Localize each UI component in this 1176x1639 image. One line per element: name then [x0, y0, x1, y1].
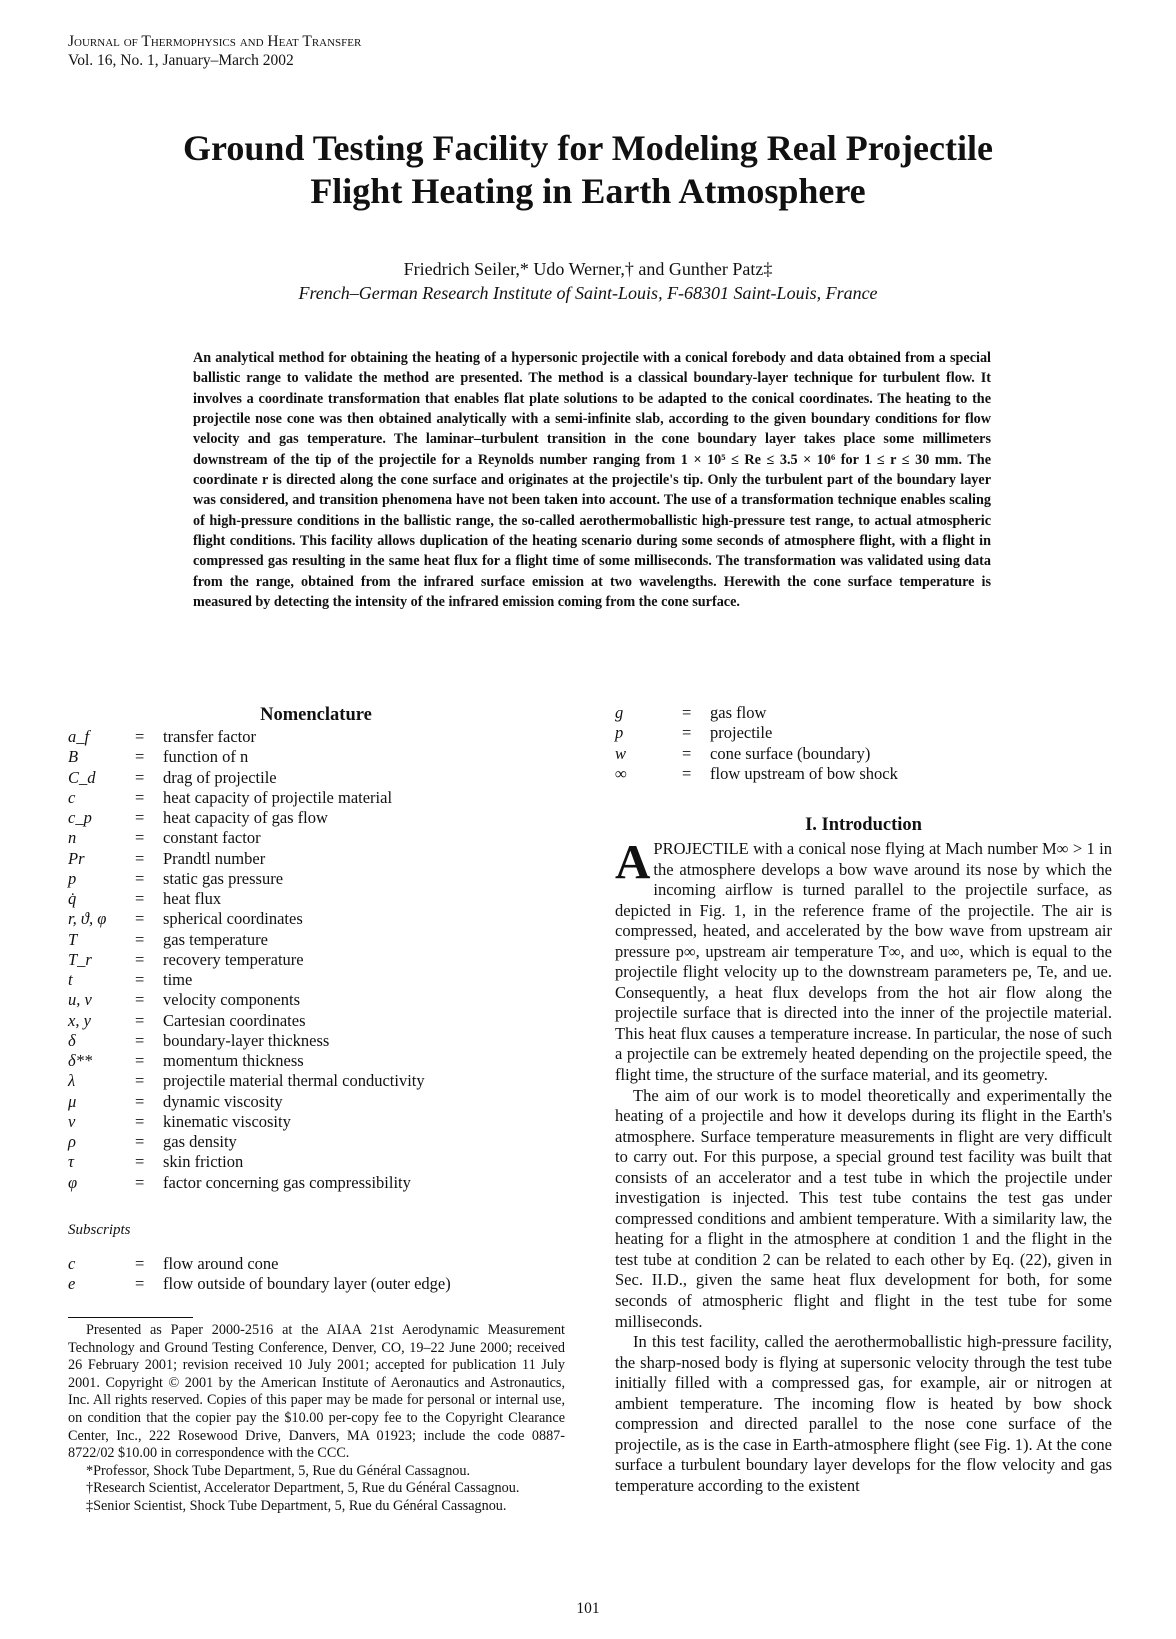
equals-sign: = [135, 1152, 145, 1172]
footnote-presented: Presented as Paper 2000-2516 at the AIAA 21st Aerodynamic Measurement Technology and Ground Testing Conference, Denver, CO, 19–22 June 2000; received 26 February 2001; revision received 10 July 2001; accepted for publication 11 July 2001. Copyright © 2001 by the American Institute of Aeronautics and Astronautics, Inc. All rights reserved. Copies of this paper may be made for personal or internal use, on condition that the copier pay the $10.00 per-copy fee to the Copyright Clearance Center, Inc., 222 Rosewood Drive, Danvers, MA 01923; include the code 0887-8722/02 $10.00 in correspondence with the CCC. [68, 1322, 565, 1462]
nomenclature-symbol: c_p [68, 808, 92, 827]
nomenclature-symbol: ρ [68, 1132, 76, 1151]
nomenclature-row [68, 949, 548, 970]
paper-title [100, 127, 1076, 213]
footnote-professor: *Professor, Shock Tube Department, 5, Rue du Général Cassagnou. [86, 1462, 471, 1479]
nomenclature-row [68, 1172, 548, 1193]
nomenclature-symbol: w [615, 743, 627, 763]
equals-sign: = [135, 1274, 145, 1294]
nomenclature-row [68, 1070, 548, 1091]
nomenclature-symbol: B [68, 747, 79, 767]
nomenclature-heading: Nomenclature [260, 705, 372, 725]
nomenclature-definition: flow outside of boundary layer (outer edge) [163, 1274, 451, 1294]
journal-name: Journal of Thermophysics and Heat Transfer [68, 33, 362, 50]
nomenclature-definition: flow upstream of bow shock [710, 763, 898, 783]
title-line-1: Ground Testing Facility for Modeling Real Projectile [183, 128, 993, 168]
nomenclature-row [68, 969, 548, 990]
nomenclature-symbol: ∞ [615, 763, 627, 783]
equals-sign: = [682, 723, 692, 743]
equals-sign: = [135, 747, 145, 767]
nomenclature-row [68, 929, 548, 950]
intro-paragraph [615, 834, 1112, 1086]
nomenclature-symbol: τ [68, 1152, 74, 1172]
equals-sign: = [135, 1254, 145, 1273]
nomenclature-row [68, 1273, 548, 1294]
equals-sign: = [135, 889, 145, 908]
nomenclature-row [615, 763, 1095, 784]
equals-sign: = [135, 1030, 145, 1050]
nomenclature-row [68, 1010, 548, 1031]
nomenclature-symbol: g [615, 703, 624, 722]
nomenclature-symbol: e [68, 1274, 76, 1294]
equals-sign: = [135, 1111, 145, 1131]
nomenclature-definition: factor concerning gas compressibility [163, 1172, 411, 1192]
equals-sign: = [135, 1091, 145, 1111]
intro-paragraph: The aim of our work is to model theoretically and experimentally the heating of a projectile and how it develops during its flight in the Earth's atmosphere. Surface temperature measurements in flight are very difficult to carry out. For this purpose, a special ground test facility was built that consists of an accelerator and a test tube in which the projectile under investigation is injected. This test tube contains the test gas under compressed conditions and ambient temperature. With a similarity law, the heating for a flight in the atmosphere at condition 1 and the flight in the test tube at condition 2 can be related to each other by Eq. (22), given in Sec. II.D., given the same heat flux development for both, for some seconds of atmospheric flight and flight in the test tube for some milliseconds. [615, 1085, 1112, 1331]
nomenclature-definition: gas density [163, 1132, 237, 1151]
equals-sign: = [135, 848, 145, 868]
nomenclature-row [68, 848, 548, 869]
nomenclature-row [68, 807, 548, 828]
nomenclature-row [68, 1253, 548, 1274]
nomenclature-row [68, 1111, 548, 1132]
equals-sign: = [135, 828, 145, 848]
nomenclature-row [68, 1030, 548, 1051]
equals-sign: = [135, 1132, 145, 1151]
nomenclature-symbol: λ [68, 1071, 76, 1091]
nomenclature-symbol: x, y [68, 1010, 91, 1030]
nomenclature-symbol: c [68, 787, 76, 807]
nomenclature-row [68, 746, 548, 767]
nomenclature-row [68, 908, 548, 929]
nomenclature-definition: time [163, 970, 193, 989]
nomenclature-symbol: q̇ [68, 889, 77, 908]
nomenclature-definition: Prandtl number [163, 848, 266, 868]
nomenclature-symbol: r, ϑ, φ [68, 909, 107, 929]
journal-volume: Vol. 16, No. 1, January–March 2002 [68, 52, 294, 69]
nomenclature-symbol: C_d [68, 767, 96, 787]
equals-sign: = [135, 949, 145, 969]
nomenclature-definition: momentum thickness [163, 1051, 304, 1070]
nomenclature-symbol: n [68, 828, 77, 848]
nomenclature-definition: velocity components [163, 990, 301, 1010]
equals-sign: = [682, 743, 692, 763]
nomenclature-symbol: p [68, 868, 77, 888]
equals-sign: = [135, 970, 145, 989]
nomenclature-symbol: c [68, 1254, 76, 1273]
nomenclature-definition: static gas pressure [163, 868, 284, 888]
nomenclature-definition: heat capacity of gas flow [163, 808, 328, 827]
equals-sign: = [135, 868, 145, 888]
equals-sign: = [135, 909, 145, 929]
footnote-research-scientist: †Research Scientist, Accelerator Department, 5, Rue du Général Cassagnou. [86, 1480, 520, 1497]
nomenclature-definition: cone surface (boundary) [710, 743, 871, 763]
nomenclature-definition: skin friction [163, 1152, 244, 1172]
nomenclature-definition: heat capacity of projectile material [163, 787, 393, 807]
equals-sign: = [135, 1010, 145, 1030]
subscripts-heading: Subscripts [68, 1222, 131, 1238]
nomenclature-symbol: t [68, 970, 73, 989]
equals-sign: = [135, 1071, 145, 1091]
nomenclature-row [68, 1151, 548, 1172]
nomenclature-row [615, 702, 1095, 723]
nomenclature-symbol: Pr [68, 848, 85, 868]
authors: Friedrich Seiler,* Udo Werner,† and Gunther Patz‡ [403, 259, 773, 279]
equals-sign: = [135, 808, 145, 827]
title-line-2: Flight Heating in Earth Atmosphere [310, 171, 866, 211]
equals-sign: = [135, 990, 145, 1010]
nomenclature-row [68, 767, 548, 788]
nomenclature-row [615, 743, 1095, 764]
nomenclature-definition: Cartesian coordinates [163, 1010, 306, 1030]
nomenclature-row [68, 989, 548, 1010]
equals-sign: = [135, 787, 145, 807]
footnotes [68, 1322, 565, 1516]
intro-paragraph: In this test facility, called the aerothermoballistic high-pressure facility, the sharp-nosed body is flying at supersonic velocity through the test tube initially filled with a compressed gas, for example, air or nitrogen at ambient temperature. The incoming flow is heated by bow shock compression and directed parallel to the nose cone surface of the projectile, as is the case in Earth-atmosphere flight (see Fig. 1). At the cone surface a turbulent boundary layer develops for the flow velocity and gas temperature according to the existent [615, 1332, 1112, 1495]
nomenclature-definition: boundary-layer thickness [163, 1030, 330, 1050]
nomenclature-definition: dynamic viscosity [163, 1091, 283, 1111]
nomenclature-symbol: p [615, 723, 624, 743]
nomenclature-symbol: μ [68, 1091, 77, 1111]
nomenclature-definition: spherical coordinates [163, 909, 303, 929]
drop-cap: A [615, 834, 651, 889]
nomenclature-symbol: T [68, 929, 78, 949]
nomenclature-symbol: u, v [68, 990, 92, 1010]
equals-sign: = [135, 767, 145, 787]
equals-sign: = [135, 1172, 145, 1192]
nomenclature-symbol: φ [68, 1172, 78, 1192]
nomenclature-definition: heat flux [163, 889, 222, 908]
equals-sign: = [135, 1051, 145, 1070]
intro-paragraph-text: PROJECTILE with a conical nose flying at Mach number M∞ > 1 in the atmosphere develops a bow wave around its nose by which the incoming airflow is turned parallel to the projectile surface, as depicted in Fig. 1, in the reference frame of the projectile. The air is compressed, heated, and accelerated by the bow wave from upstream air pressure p∞, upstream air temperature T∞, and u∞, which is equal to the projectile flight velocity up to the downstream parameters pe, Te, and ue. Consequently, a heat flux develops from the hot air flow along the projectile surface that is directed into the inner of the projectile material. This heat flux causes a temperature increase. In particular, the nose of such a projectile can be extremely heated depending on the projectile speed, the flight time, the structure of the surface material, and its geometry. [615, 839, 1112, 1085]
nomenclature-row [615, 722, 1095, 743]
equals-sign: = [682, 763, 692, 783]
nomenclature-row [68, 1091, 548, 1112]
nomenclature-symbol: δ [68, 1030, 76, 1050]
nomenclature-definition: gas flow [710, 703, 767, 722]
nomenclature-definition: constant factor [163, 828, 261, 848]
nomenclature-row [68, 888, 548, 909]
equals-sign: = [135, 929, 145, 949]
intro-heading: I. Introduction [805, 815, 922, 835]
equals-sign: = [135, 727, 145, 746]
intro-body [615, 834, 1112, 1497]
page-number: 101 [576, 1600, 600, 1617]
nomenclature-definition: flow around cone [163, 1254, 279, 1273]
nomenclature-row [68, 1050, 548, 1071]
nomenclature-definition: projectile [710, 723, 773, 743]
nomenclature-definition: projectile material thermal conductivity [163, 1071, 425, 1091]
nomenclature-row [68, 1131, 548, 1152]
nomenclature-definition: recovery temperature [163, 949, 304, 969]
footnote-senior-scientist: ‡Senior Scientist, Shock Tube Department, 5, Rue du Général Cassagnou. [86, 1497, 507, 1514]
abstract: An analytical method for obtaining the heating of a hypersonic projectile with a conical forebody and data obtained from a special ballistic range to validate the method are presented. The method is a classical boundary-layer technique for turbulent flow. It involves a coordinate transformation that enables flat plate solutions to be adapted to the conical coordinates. The heating to the projectile nose cone was then obtained analytically with a semi-infinite slab, according to the given boundary conditions for flow velocity and gas temperature. The laminar–turbulent transition in the cone boundary layer takes place some millimeters downstream of the tip of the projectile for a Reynolds number ranging from 1 × 10⁵ ≤ Re ≤ 3.5 × 10⁶ for 1 ≤ r ≤ 30 mm. The coordinate r is directed along the cone surface and originates at the projectile's tip. Only the turbulent part of the boundary layer was considered, and transition phenomena have not been taken into account. The use of a transformation technique enables scaling of high-pressure conditions in the ballistic range, the so-called aerothermoballistic high-pressure test range, to actual atmospheric flight conditions. This facility allows duplication of the heating scenario during some seconds of atmosphere flight, with a flight in compressed gas resulting in the same heat flux for a flight time of some milliseconds. The transformation was validated using data from the range, obtained from the infrared surface emission at two wavelengths. Herewith the cone surface temperature is measured by detecting the intensity of the infrared emission coming from the cone surface. [193, 350, 991, 611]
nomenclature-row [68, 868, 548, 889]
nomenclature-definition: kinematic viscosity [163, 1111, 291, 1131]
nomenclature-row [68, 827, 548, 848]
nomenclature-symbol: δ** [68, 1051, 93, 1070]
journal-header [68, 32, 361, 70]
nomenclature-symbol: a_f [68, 727, 90, 746]
nomenclature-definition: drag of projectile [163, 767, 277, 787]
nomenclature-symbol: T_r [68, 949, 92, 969]
nomenclature-row [68, 787, 548, 808]
equals-sign: = [682, 703, 692, 722]
nomenclature-definition: transfer factor [163, 727, 256, 746]
affiliation: French–German Research Institute of Saint-Louis, F-68301 Saint-Louis, France [298, 283, 878, 303]
nomenclature-symbol: ν [68, 1111, 76, 1131]
footnote-rule [68, 1317, 193, 1318]
nomenclature-row [68, 726, 548, 747]
nomenclature-definition: function of n [163, 747, 249, 767]
nomenclature-definition: gas temperature [163, 929, 268, 949]
